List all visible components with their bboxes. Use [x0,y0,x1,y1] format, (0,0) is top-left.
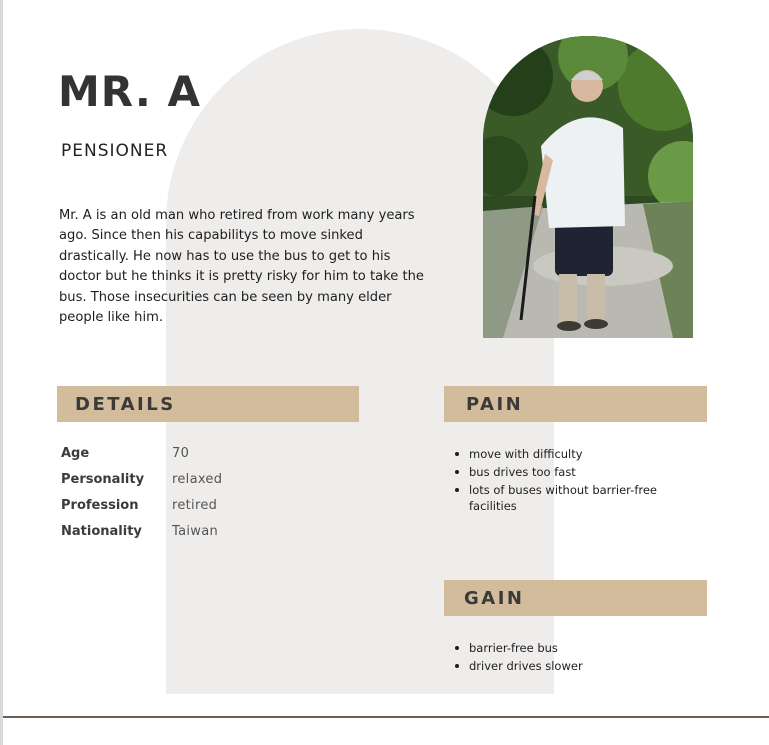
list-item: driver drives slower [444,658,704,674]
details-label-age: Age [61,446,90,461]
list-item: bus drives too fast [444,464,704,480]
details-heading: DETAILS [57,386,359,422]
persona-name: MR. A [58,67,201,116]
details-row [61,524,361,550]
pain-list [444,446,704,516]
details-label-nationality: Nationality [61,524,142,539]
persona-photo [483,36,693,338]
details-label-profession: Profession [61,498,139,513]
page-left-edge [0,0,3,745]
details-row [61,472,361,498]
list-item: barrier-free bus [444,640,704,656]
details-value-age: 70 [172,446,190,461]
details-value-profession: retired [172,498,218,513]
details-label-personality: Personality [61,472,145,487]
details-table [61,446,361,550]
details-value-nationality: Taiwan [172,524,219,539]
gain-list [444,640,704,676]
bottom-divider [3,716,769,718]
list-item: lots of buses without barrier-free facilities [444,482,704,514]
gain-heading: GAIN [444,580,707,616]
details-value-personality: relaxed [172,472,223,487]
pain-heading: PAIN [444,386,707,422]
persona-occupation: PENSIONER [61,141,169,161]
persona-bio: Mr. A is an old man who retired from work many years ago. Since then his capabilitys to move sinked drastically. He now has to use the bus to get to his doctor but he thinks it is pretty risky for him to take the bus. Those insecurities can be seen by many elder people like him. [59,208,424,326]
details-row [61,498,361,524]
details-row [61,446,361,472]
list-item: move with difficulty [444,446,704,462]
